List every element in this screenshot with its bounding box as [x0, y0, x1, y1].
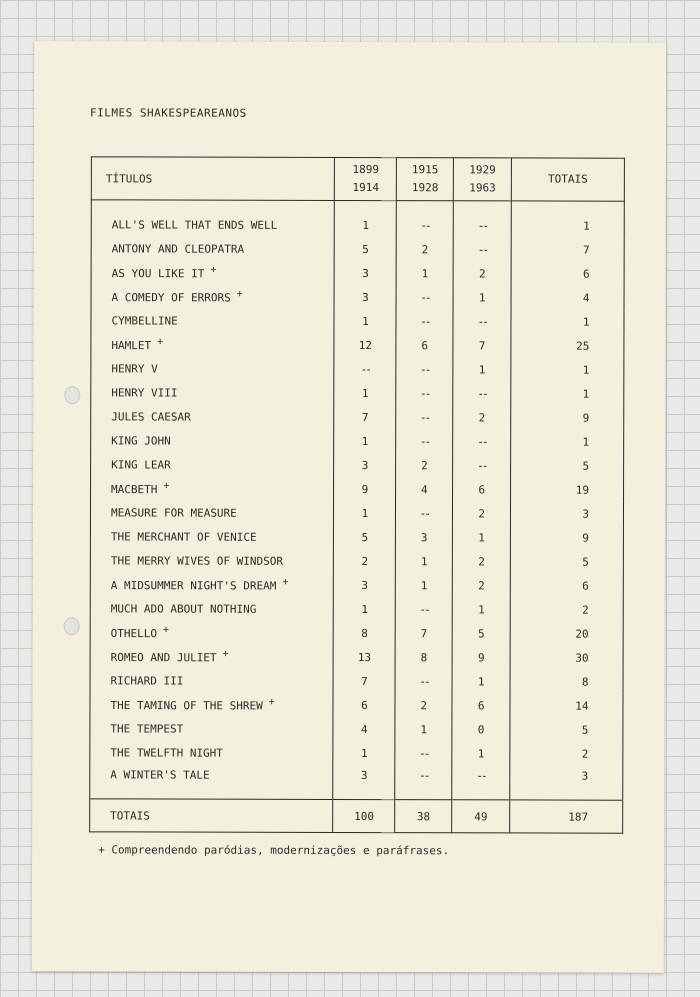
period-count-cell: 1 [396, 573, 453, 597]
period-count-cell: 3 [334, 453, 396, 477]
film-title-cell [91, 308, 335, 333]
period-count-cell: 1 [453, 357, 511, 381]
period-count-cell: 7 [333, 669, 395, 693]
table-row [90, 668, 623, 693]
period-count-cell: 1 [396, 261, 453, 285]
row-total-cell: 25 [511, 333, 624, 357]
film-title: A MIDSUMMER NIGHT'S DREAM [110, 579, 277, 593]
period-3-to: 1963 [469, 181, 496, 195]
period-count-cell: 6 [333, 693, 395, 717]
period-count-cell: 5 [334, 525, 396, 549]
film-title-cell [90, 764, 334, 799]
footnote-marker: + [210, 264, 217, 276]
period-count-cell: -- [396, 357, 453, 381]
totals-period-3: 49 [452, 800, 510, 833]
period-count-cell: -- [395, 741, 452, 765]
period-count-cell: 1 [334, 597, 396, 621]
period-count-cell: 6 [396, 333, 453, 357]
row-total-cell: 6 [510, 573, 623, 597]
film-title-cell [91, 332, 335, 357]
row-total-cell: 2 [510, 597, 623, 621]
film-title-cell [91, 212, 335, 237]
period-count-cell: 8 [334, 621, 396, 645]
film-title: KING JOHN [111, 433, 171, 448]
period-count-cell: -- [453, 381, 511, 405]
film-title-cell [90, 692, 334, 717]
film-title: MUCH ADO ABOUT NOTHING [110, 601, 257, 616]
period-count-cell: -- [453, 309, 511, 333]
period-count-cell: 7 [395, 621, 452, 645]
column-header-titles: TÍTULOS [91, 157, 335, 201]
period-count-cell: 7 [334, 405, 396, 429]
row-total-cell: 1 [511, 381, 624, 405]
row-total-cell: 9 [511, 405, 624, 429]
film-title: AS YOU LIKE IT [111, 267, 205, 281]
period-count-cell: 2 [453, 405, 511, 429]
table-row [90, 740, 623, 765]
column-header-period-1 [335, 157, 397, 200]
table-row [90, 524, 623, 549]
period-count-cell: 2 [453, 549, 511, 573]
table-row [91, 260, 624, 285]
table-row [90, 572, 623, 597]
period-count-cell: 3 [334, 573, 396, 597]
film-title-cell [90, 740, 334, 765]
film-title: A WINTER'S TALE [110, 768, 210, 782]
row-total-cell: 20 [510, 621, 623, 645]
period-count-cell: 13 [334, 645, 396, 669]
footnote-marker: + [282, 576, 289, 589]
film-title-cell [91, 428, 335, 453]
row-total-cell: 9 [511, 525, 624, 549]
film-title-cell [90, 500, 334, 525]
film-title: OTHELLO [110, 627, 158, 641]
period-count-cell: 7 [453, 333, 511, 357]
period-count-cell: -- [395, 669, 452, 693]
film-title: JULES CAESAR [111, 409, 191, 424]
table-row [91, 356, 624, 381]
film-title-cell [91, 380, 335, 405]
film-title-cell [90, 596, 334, 621]
table-row [91, 428, 624, 453]
period-count-cell: 6 [452, 693, 510, 717]
period-count-cell: -- [452, 765, 510, 800]
period-count-cell: 1 [453, 525, 511, 549]
table-row [91, 404, 624, 429]
row-total-cell: 1 [511, 357, 624, 381]
film-title: ALL'S WELL THAT ENDS WELL [111, 217, 278, 232]
footnote-marker: + [163, 480, 170, 492]
period-count-cell: -- [453, 429, 511, 453]
film-title: HAMLET [111, 339, 152, 353]
row-total-cell: 1 [511, 429, 624, 453]
period-count-cell: -- [397, 213, 454, 237]
period-2-from: 1915 [411, 163, 439, 177]
period-count-cell: 1 [395, 717, 452, 741]
paper-sheet [32, 41, 666, 973]
period-count-cell: 2 [395, 693, 452, 717]
period-count-cell: 9 [452, 645, 510, 669]
table-row [90, 764, 623, 800]
film-title: CYMBELLINE [111, 313, 178, 328]
film-title: MACBETH [111, 483, 158, 497]
film-title: MEASURE FOR MEASURE [110, 505, 237, 520]
film-title-cell [91, 236, 335, 261]
period-count-cell: -- [396, 285, 453, 309]
row-total-cell: 14 [510, 693, 623, 717]
film-title: HENRY VIII [111, 385, 178, 400]
column-header-totals: TOTAIS [511, 158, 624, 201]
film-title: ROMEO AND JULIET [110, 651, 217, 665]
period-count-cell: 9 [334, 477, 396, 501]
film-title-cell [90, 644, 334, 669]
period-count-cell: -- [453, 237, 511, 261]
film-title: THE TAMING OF THE SHREW [110, 699, 263, 713]
period-count-cell: 2 [453, 261, 511, 285]
table-row [90, 620, 623, 645]
period-count-cell: 12 [334, 333, 396, 357]
film-title-cell [91, 452, 335, 477]
period-count-cell: -- [396, 597, 453, 621]
period-count-cell: -- [396, 429, 453, 453]
period-count-cell: 3 [333, 765, 395, 800]
row-total-cell: 1 [511, 213, 624, 237]
row-total-cell: 19 [511, 477, 624, 501]
film-title-cell [91, 404, 335, 429]
header-row [91, 157, 624, 201]
punch-hole-lower [64, 617, 80, 635]
table-row [91, 452, 624, 477]
film-title-cell [90, 572, 334, 597]
film-title: RICHARD III [110, 673, 184, 688]
film-title-cell [90, 524, 334, 549]
table-row [91, 308, 624, 333]
period-count-cell: 1 [453, 285, 511, 309]
period-count-cell: 0 [452, 717, 510, 741]
table-row [91, 284, 624, 309]
footnote-marker: + [268, 696, 275, 708]
period-count-cell: -- [396, 405, 453, 429]
footnote: + Compreendendo paródias, modernizações e paráfrases. [98, 843, 450, 858]
table-row [90, 548, 623, 573]
table-row [91, 332, 624, 357]
period-count-cell: 1 [334, 501, 396, 525]
period-count-cell: 1 [452, 741, 510, 765]
period-count-cell: 1 [452, 597, 510, 621]
table-row [90, 596, 623, 621]
table-row [91, 380, 624, 405]
row-total-cell: 2 [510, 741, 623, 765]
film-title: HENRY V [111, 361, 158, 375]
film-title-cell [91, 476, 335, 501]
period-count-cell: 3 [335, 285, 397, 309]
period-count-cell: 3 [335, 261, 397, 285]
row-total-cell: 6 [511, 261, 624, 285]
period-count-cell: -- [396, 501, 453, 525]
period-count-cell: 1 [333, 741, 395, 765]
row-total-cell: 8 [510, 669, 623, 693]
totals-period-2: 38 [395, 800, 452, 833]
row-total-cell: 30 [510, 645, 623, 669]
period-count-cell: 1 [334, 309, 396, 333]
period-count-cell: -- [453, 213, 511, 237]
period-count-cell: 2 [453, 501, 511, 525]
film-title-cell [90, 548, 334, 573]
table-row [91, 476, 624, 501]
table-row [90, 716, 623, 741]
film-title-cell [90, 716, 334, 741]
period-count-cell: -- [396, 309, 453, 333]
period-count-cell: 4 [333, 717, 395, 741]
period-count-cell: -- [453, 453, 511, 477]
period-count-cell: -- [396, 381, 453, 405]
films-table [89, 156, 625, 833]
footnote-marker: + [222, 648, 229, 660]
period-3-from: 1929 [469, 163, 496, 177]
totals-grand-total: 187 [510, 800, 623, 833]
film-title: THE TWELFTH NIGHT [110, 745, 223, 760]
period-count-cell: -- [334, 357, 396, 381]
document-title: FILMES SHAKESPEAREANOS [90, 106, 247, 120]
column-header-period-3 [454, 158, 512, 201]
footnote-marker: + [236, 288, 243, 300]
table-row [91, 212, 624, 237]
period-1-from: 1899 [352, 163, 380, 177]
period-2-to: 1928 [411, 181, 439, 195]
table-row [90, 692, 623, 717]
period-count-cell: 5 [452, 621, 510, 645]
table-row [90, 644, 623, 669]
table-row [90, 500, 623, 525]
film-title-cell [90, 620, 334, 645]
totals-label: TOTAIS [90, 799, 334, 833]
period-count-cell: 1 [452, 669, 510, 693]
footnote-marker: + [163, 624, 170, 636]
film-title: ANTONY AND CLEOPATRA [111, 241, 245, 256]
row-total-cell: 4 [511, 285, 624, 309]
row-total-cell: 1 [511, 309, 624, 333]
row-total-cell: 7 [511, 237, 624, 261]
film-title: THE MERRY WIVES OF WINDSOR [110, 553, 284, 568]
film-title: THE MERCHANT OF VENICE [110, 529, 257, 544]
film-title-cell [91, 356, 335, 381]
period-count-cell: 2 [334, 549, 396, 573]
period-1-to: 1914 [352, 181, 380, 195]
period-count-cell: 8 [395, 645, 452, 669]
period-count-cell: 6 [453, 477, 511, 501]
totals-row [90, 799, 623, 833]
film-title: THE TEMPEST [110, 721, 184, 736]
period-count-cell: 4 [396, 477, 453, 501]
period-count-cell: 1 [335, 213, 397, 237]
film-title: A COMEDY OF ERRORS [111, 291, 231, 305]
row-total-cell: 5 [511, 453, 624, 477]
row-total-cell: 3 [511, 501, 624, 525]
film-title-cell [90, 668, 334, 693]
film-title: KING LEAR [111, 457, 171, 472]
row-total-cell: 3 [510, 765, 623, 800]
period-count-cell: 1 [396, 549, 453, 573]
period-count-cell: 5 [335, 237, 397, 261]
film-title-cell [91, 260, 335, 285]
table-row [91, 236, 624, 261]
footnote-marker: + [157, 336, 164, 348]
period-count-cell: 1 [334, 429, 396, 453]
period-count-cell: -- [395, 765, 452, 800]
table-body [90, 200, 625, 800]
column-header-period-2 [397, 158, 454, 201]
row-total-cell: 5 [510, 549, 623, 573]
period-count-cell: 2 [396, 453, 453, 477]
period-count-cell: 3 [396, 525, 453, 549]
row-total-cell: 5 [510, 717, 623, 741]
totals-period-1: 100 [333, 799, 395, 832]
film-title-cell [91, 284, 335, 309]
period-count-cell: 2 [397, 237, 454, 261]
punch-hole-upper [64, 386, 80, 404]
period-count-cell: 1 [334, 381, 396, 405]
period-count-cell: 2 [453, 573, 511, 597]
